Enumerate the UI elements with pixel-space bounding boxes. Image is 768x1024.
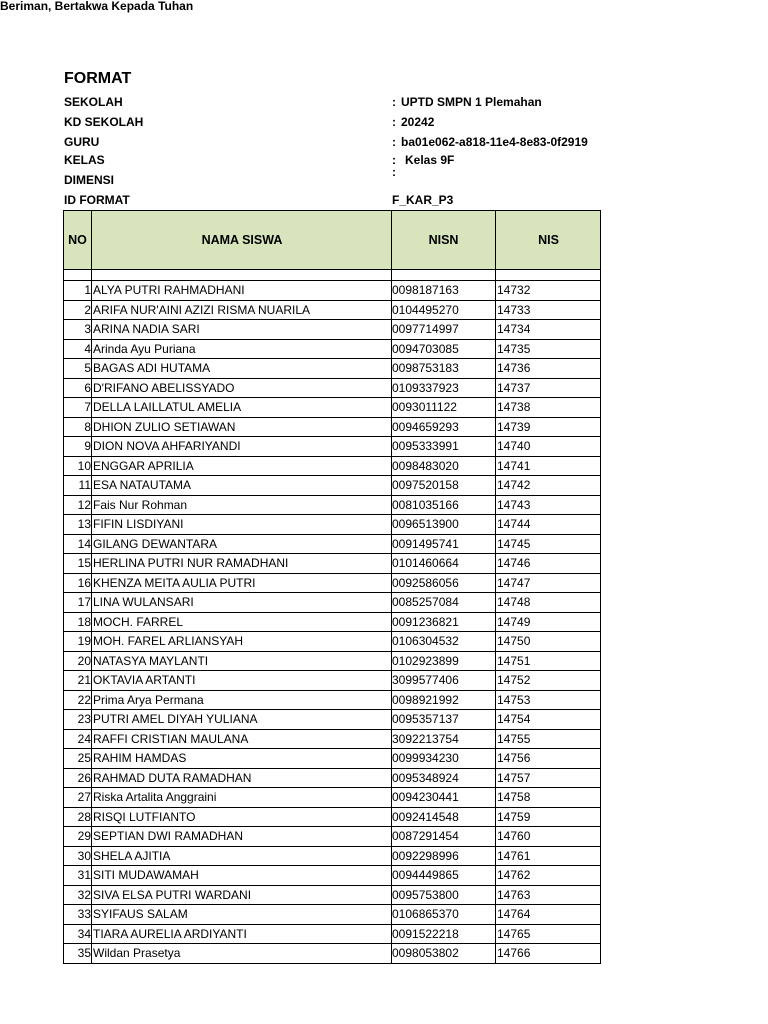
row-name: Prima Arya Permana — [92, 690, 392, 710]
row-nisn: 0098921992 — [392, 690, 496, 710]
row-no: 15 — [64, 554, 92, 574]
table-row — [64, 281, 601, 301]
row-nisn: 0094449865 — [392, 866, 496, 886]
row-name: KHENZA MEITA AULIA PUTRI — [92, 573, 392, 593]
row-no: 28 — [64, 807, 92, 827]
row-no: 17 — [64, 593, 92, 613]
meta-label: KELAS — [64, 153, 105, 167]
row-nis: 14751 — [496, 651, 601, 671]
row-no: 20 — [64, 651, 92, 671]
meta-label: SEKOLAH — [64, 95, 123, 109]
row-nis: 14742 — [496, 476, 601, 496]
row-nisn: 0098053802 — [392, 944, 496, 964]
row-name: DION NOVA AHFARIYANDI — [92, 437, 392, 457]
meta-label: GURU — [64, 135, 100, 149]
row-nis: 14738 — [496, 398, 601, 418]
row-name: MOH. FAREL ARLIANSYAH — [92, 632, 392, 652]
row-nis: 14764 — [496, 905, 601, 925]
row-no: 8 — [64, 417, 92, 437]
row-name: BAGAS ADI HUTAMA — [92, 359, 392, 379]
row-name: ENGGAR APRILIA — [92, 456, 392, 476]
row-no: 31 — [64, 866, 92, 886]
row-nis: 14736 — [496, 359, 601, 379]
row-nis: 14743 — [496, 495, 601, 515]
meta-colon: : — [392, 115, 396, 129]
row-nis: 14746 — [496, 554, 601, 574]
table-row — [64, 749, 601, 769]
row-no: 10 — [64, 456, 92, 476]
table-row — [64, 495, 601, 515]
meta-label: ID FORMAT — [64, 193, 130, 207]
row-nis: 14732 — [496, 281, 601, 301]
meta-value: ba01e062-a818-11e4-8e83-0f2919 — [401, 135, 588, 149]
row-nis: 14763 — [496, 885, 601, 905]
row-nisn: 0092414548 — [392, 807, 496, 827]
row-nisn: 0104495270 — [392, 300, 496, 320]
row-no: 9 — [64, 437, 92, 457]
row-nisn: 0106865370 — [392, 905, 496, 925]
row-nis: 14765 — [496, 924, 601, 944]
row-nisn: 0092298996 — [392, 846, 496, 866]
header-name: NAMA SISWA — [92, 211, 392, 270]
row-name: RAHIM HAMDAS — [92, 749, 392, 769]
table-row — [64, 554, 601, 574]
table-row — [64, 924, 601, 944]
table-row — [64, 300, 601, 320]
row-no: 27 — [64, 788, 92, 808]
row-nisn: 0095348924 — [392, 768, 496, 788]
table-row — [64, 593, 601, 613]
table-row — [64, 398, 601, 418]
row-no: 22 — [64, 690, 92, 710]
row-nis: 14737 — [496, 378, 601, 398]
row-name: Arinda Ayu Puriana — [92, 339, 392, 359]
table-row — [64, 632, 601, 652]
row-name: NATASYA MAYLANTI — [92, 651, 392, 671]
row-nis: 14739 — [496, 417, 601, 437]
row-nis: 14734 — [496, 320, 601, 340]
table-body — [64, 270, 601, 964]
table-row — [64, 944, 601, 964]
document-title: FORMAT — [64, 70, 132, 87]
row-no: 24 — [64, 729, 92, 749]
meta-block — [0, 0, 768, 207]
row-nisn: 0101460664 — [392, 554, 496, 574]
meta-value: Kelas 9F — [405, 153, 455, 167]
meta-colon: : — [392, 135, 396, 149]
row-nis: 14750 — [496, 632, 601, 652]
row-nisn: 0095753800 — [392, 885, 496, 905]
row-nisn: 0098483020 — [392, 456, 496, 476]
row-nis: 14748 — [496, 593, 601, 613]
row-nis: 14755 — [496, 729, 601, 749]
row-no: 11 — [64, 476, 92, 496]
table-header-row — [64, 211, 601, 270]
row-nis: 14735 — [496, 339, 601, 359]
table-row — [64, 651, 601, 671]
row-no: 5 — [64, 359, 92, 379]
row-nis: 14759 — [496, 807, 601, 827]
row-no: 25 — [64, 749, 92, 769]
row-nisn: 0097520158 — [392, 476, 496, 496]
row-nisn: 3099577406 — [392, 671, 496, 691]
table-row — [64, 359, 601, 379]
row-no: 18 — [64, 612, 92, 632]
row-nis: 14733 — [496, 300, 601, 320]
table-row — [64, 320, 601, 340]
student-table — [63, 210, 601, 964]
table-row — [64, 437, 601, 457]
row-no: 35 — [64, 944, 92, 964]
meta-value: 20242 — [401, 115, 435, 129]
row-no: 14 — [64, 534, 92, 554]
table-row — [64, 827, 601, 847]
table-row — [64, 515, 601, 535]
table-row — [64, 671, 601, 691]
row-nisn: 0097714997 — [392, 320, 496, 340]
meta-label: DIMENSI — [64, 173, 115, 187]
row-name: SHELA AJITIA — [92, 846, 392, 866]
row-name: ARINA NADIA SARI — [92, 320, 392, 340]
table-row — [64, 690, 601, 710]
header-gap-row — [64, 270, 601, 281]
row-nis: 14762 — [496, 866, 601, 886]
row-no: 2 — [64, 300, 92, 320]
table-row — [64, 417, 601, 437]
row-nis: 14747 — [496, 573, 601, 593]
row-nisn: 3092213754 — [392, 729, 496, 749]
meta-value: UPTD SMPN 1 Plemahan — [401, 95, 542, 109]
meta-value: Beriman, Bertakwa Kepada Tuhan — [0, 0, 194, 13]
table-row — [64, 612, 601, 632]
row-nis: 14756 — [496, 749, 601, 769]
row-nis: 14758 — [496, 788, 601, 808]
row-nisn: 0081035166 — [392, 495, 496, 515]
table-row — [64, 573, 601, 593]
row-nisn: 0085257084 — [392, 593, 496, 613]
table-row — [64, 710, 601, 730]
table-row — [64, 885, 601, 905]
row-nis: 14757 — [496, 768, 601, 788]
row-nisn: 0091236821 — [392, 612, 496, 632]
meta-label: KD SEKOLAH — [64, 115, 144, 129]
row-no: 26 — [64, 768, 92, 788]
row-nis: 14753 — [496, 690, 601, 710]
row-no: 34 — [64, 924, 92, 944]
row-nisn: 0094659293 — [392, 417, 496, 437]
row-nisn: 0094230441 — [392, 788, 496, 808]
row-no: 3 — [64, 320, 92, 340]
table-row — [64, 729, 601, 749]
row-no: 13 — [64, 515, 92, 535]
header-no: NO — [64, 211, 92, 270]
row-name: SIVA ELSA PUTRI WARDANI — [92, 885, 392, 905]
row-nisn: 0096513900 — [392, 515, 496, 535]
row-nisn: 0095333991 — [392, 437, 496, 457]
row-name: Fais Nur Rohman — [92, 495, 392, 515]
row-nis: 14754 — [496, 710, 601, 730]
row-no: 4 — [64, 339, 92, 359]
meta-colon: : — [392, 165, 396, 179]
row-nis: 14741 — [496, 456, 601, 476]
row-name: DELLA LAILLATUL AMELIA — [92, 398, 392, 418]
row-nisn: 0109337923 — [392, 378, 496, 398]
row-name: OKTAVIA ARTANTI — [92, 671, 392, 691]
row-name: PUTRI AMEL DIYAH YULIANA — [92, 710, 392, 730]
table-row — [64, 339, 601, 359]
row-name: SEPTIAN DWI RAMADHAN — [92, 827, 392, 847]
row-no: 30 — [64, 846, 92, 866]
row-no: 19 — [64, 632, 92, 652]
row-nisn: 0102923899 — [392, 651, 496, 671]
row-name: SYIFAUS SALAM — [92, 905, 392, 925]
row-nis: 14749 — [496, 612, 601, 632]
row-nis: 14752 — [496, 671, 601, 691]
row-nisn: 0095357137 — [392, 710, 496, 730]
row-nisn: 0106304532 — [392, 632, 496, 652]
row-name: DHION ZULIO SETIAWAN — [92, 417, 392, 437]
meta-colon: : — [392, 95, 396, 109]
header-nis: NIS — [496, 211, 601, 270]
table-row — [64, 905, 601, 925]
row-no: 21 — [64, 671, 92, 691]
row-name: ESA NATAUTAMA — [92, 476, 392, 496]
row-no: 29 — [64, 827, 92, 847]
row-nisn: 0099934230 — [392, 749, 496, 769]
row-no: 12 — [64, 495, 92, 515]
table-row — [64, 846, 601, 866]
meta-value: F_KAR_P3 — [392, 193, 454, 207]
row-name: Riska Artalita Anggraini — [92, 788, 392, 808]
table-row — [64, 378, 601, 398]
row-nisn: 0094703085 — [392, 339, 496, 359]
row-no: 32 — [64, 885, 92, 905]
row-name: TIARA AURELIA ARDIYANTI — [92, 924, 392, 944]
row-nisn: 0091495741 — [392, 534, 496, 554]
row-name: LINA WULANSARI — [92, 593, 392, 613]
table-row — [64, 788, 601, 808]
row-nisn: 0098753183 — [392, 359, 496, 379]
row-nisn: 0098187163 — [392, 281, 496, 301]
row-no: 16 — [64, 573, 92, 593]
row-no: 1 — [64, 281, 92, 301]
row-name: ARIFA NUR'AINI AZIZI RISMA NUARILA — [92, 300, 392, 320]
row-nis: 14766 — [496, 944, 601, 964]
table-row — [64, 456, 601, 476]
row-nisn: 0092586056 — [392, 573, 496, 593]
row-name: RAHMAD DUTA RAMADHAN — [92, 768, 392, 788]
row-name: SITI MUDAWAMAH — [92, 866, 392, 886]
row-nisn: 0091522218 — [392, 924, 496, 944]
table-row — [64, 534, 601, 554]
row-nis: 14745 — [496, 534, 601, 554]
header-nisn: NISN — [392, 211, 496, 270]
row-nis: 14744 — [496, 515, 601, 535]
row-no: 7 — [64, 398, 92, 418]
table-row — [64, 768, 601, 788]
table-row — [64, 807, 601, 827]
row-nisn: 0087291454 — [392, 827, 496, 847]
row-name: MOCH. FARREL — [92, 612, 392, 632]
table-row — [64, 866, 601, 886]
row-name: HERLINA PUTRI NUR RAMADHANI — [92, 554, 392, 574]
table-row — [64, 476, 601, 496]
row-name: RISQI LUTFIANTO — [92, 807, 392, 827]
row-no: 6 — [64, 378, 92, 398]
row-name: Wildan Prasetya — [92, 944, 392, 964]
row-name: D'RIFANO ABELISSYADO — [92, 378, 392, 398]
row-no: 33 — [64, 905, 92, 925]
row-name: FIFIN LISDIYANI — [92, 515, 392, 535]
row-no: 23 — [64, 710, 92, 730]
row-name: ALYA PUTRI RAHMADHANI — [92, 281, 392, 301]
row-nis: 14740 — [496, 437, 601, 457]
row-name: GILANG DEWANTARA — [92, 534, 392, 554]
row-nis: 14761 — [496, 846, 601, 866]
row-nis: 14760 — [496, 827, 601, 847]
row-nisn: 0093011122 — [392, 398, 496, 418]
meta-colon: : — [392, 153, 396, 167]
row-name: RAFFI CRISTIAN MAULANA — [92, 729, 392, 749]
